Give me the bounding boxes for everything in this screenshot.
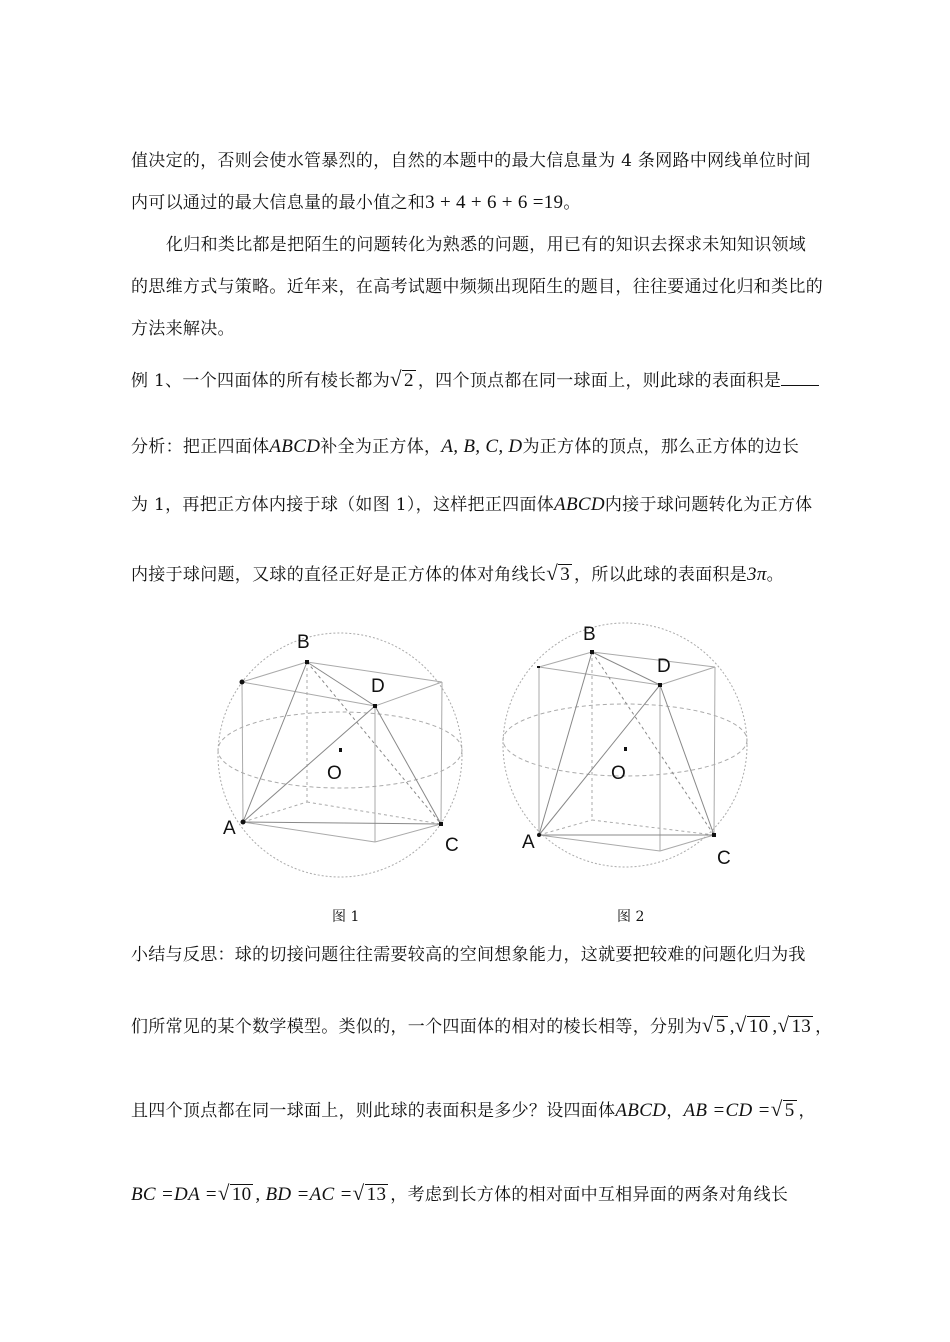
sphere-outline: [503, 623, 747, 867]
math-abcd: ABCD: [554, 494, 605, 515]
text-segment: ，: [798, 1101, 816, 1121]
math-surface-area: 3π: [747, 564, 767, 585]
math-equation: , BD =AC =: [255, 1184, 353, 1205]
sqrt-expression: √ 13: [353, 1184, 389, 1206]
text-line: 的思维方式与策略。近年来，在高考试题中频频出现陌生的题目，往往要通过化归和类比的: [131, 277, 823, 297]
text-segment: ，: [666, 1101, 684, 1121]
sqrt-expression: √ 10: [218, 1184, 254, 1206]
text-segment: 补全为正方体，: [320, 437, 442, 457]
sqrt-expression: √ 5: [702, 1016, 728, 1038]
text-line: 值决定的，否则会使水管暴烈的，自然的本题中的最大信息量为 4 条网路中网线单位时间: [131, 151, 811, 171]
label-a: A: [223, 818, 236, 839]
text-segment: 例 1、一个四面体的所有棱长都为: [131, 371, 391, 391]
text-segment: 内接于球问题转化为正方体: [604, 495, 813, 515]
sqrt-expression: √ 3: [546, 564, 572, 586]
text-line: [131, 1180, 788, 1206]
text-segment: 们所常见的某个数学模型。类似的，一个四面体的相对的棱长相等，分别为: [131, 1017, 702, 1037]
sphere-outline: [218, 633, 462, 877]
text-segment: ，所以此球的表面积是: [574, 565, 748, 585]
example-line: [131, 366, 819, 392]
sqrt-expression: √ 2: [390, 370, 416, 392]
text-segment: 内接于球问题，又球的直径正好是正方体的体对角线长: [131, 565, 547, 585]
sqrt-expression: √ 10: [735, 1016, 771, 1038]
text-segment: 分析：把正四面体: [131, 437, 270, 457]
text-segment: ，四个顶点都在同一球面上，则此球的表面积是: [417, 371, 782, 391]
label-c: C: [445, 835, 459, 856]
text-line: 化归和类比都是把陌生的问题转化为熟悉的问题，用已有的知识去探求未知知识领域: [166, 235, 807, 255]
label-o: O: [611, 763, 626, 784]
figure-2-caption: 图 2: [617, 909, 645, 925]
math-points: A, B, C, D: [441, 436, 523, 457]
text-line: 们所常见的某个数学模型。类似的，一个四面体的相对的棱长相等，分别为√ 5 ,√ 10 ,√ 13 ，: [131, 1012, 832, 1038]
text-line: 方法来解决。: [131, 319, 235, 339]
text-segment: 。: [766, 565, 784, 585]
figure-1-diagram: [205, 620, 485, 890]
answer-blank: [781, 371, 819, 386]
math-sum: 3 + 4 + 6 + 6 =19: [425, 192, 564, 213]
sqrt-expression: √ 5: [771, 1100, 797, 1122]
label-a: A: [522, 832, 535, 853]
math-abcd: ABCD: [615, 1100, 667, 1121]
text-line: [131, 560, 784, 586]
text-segment: 为正方体的顶点，那么正方体的边长: [522, 437, 800, 457]
text-segment: 为 1，再把正方体内接于球（如图 1），这样把正四面体: [131, 495, 555, 515]
text-line: [131, 1096, 816, 1122]
text-segment: 。: [563, 193, 581, 213]
text-line: [131, 490, 812, 516]
label-b: B: [297, 632, 310, 653]
label-c: C: [717, 848, 731, 869]
label-d: D: [657, 656, 671, 677]
figure-1-caption: 图 1: [332, 909, 360, 925]
text-line: [131, 188, 581, 214]
text-segment: ，: [815, 1017, 833, 1037]
text-line: [131, 432, 799, 458]
figure-2-diagram: [495, 615, 770, 885]
math-equation: BC =DA =: [131, 1184, 218, 1205]
label-o: O: [327, 763, 342, 784]
sqrt-expression: √ 13: [777, 1016, 813, 1038]
math-abcd: ABCD: [269, 436, 321, 457]
label-b: B: [583, 624, 596, 645]
text-segment: ，考虑到长方体的相对面中互相异面的两条对角线长: [390, 1185, 789, 1205]
text-line: 小结与反思：球的切接问题往往需要较高的空间想象能力，这就要把较难的问题化归为我: [131, 945, 806, 965]
label-d: D: [371, 676, 385, 697]
text-segment: 内可以通过的最大信息量的最小值之和: [131, 193, 426, 213]
math-equation: AB =CD =: [683, 1100, 771, 1121]
text-segment: 且四个顶点都在同一球面上，则此球的表面积是多少？设四面体: [131, 1101, 616, 1121]
